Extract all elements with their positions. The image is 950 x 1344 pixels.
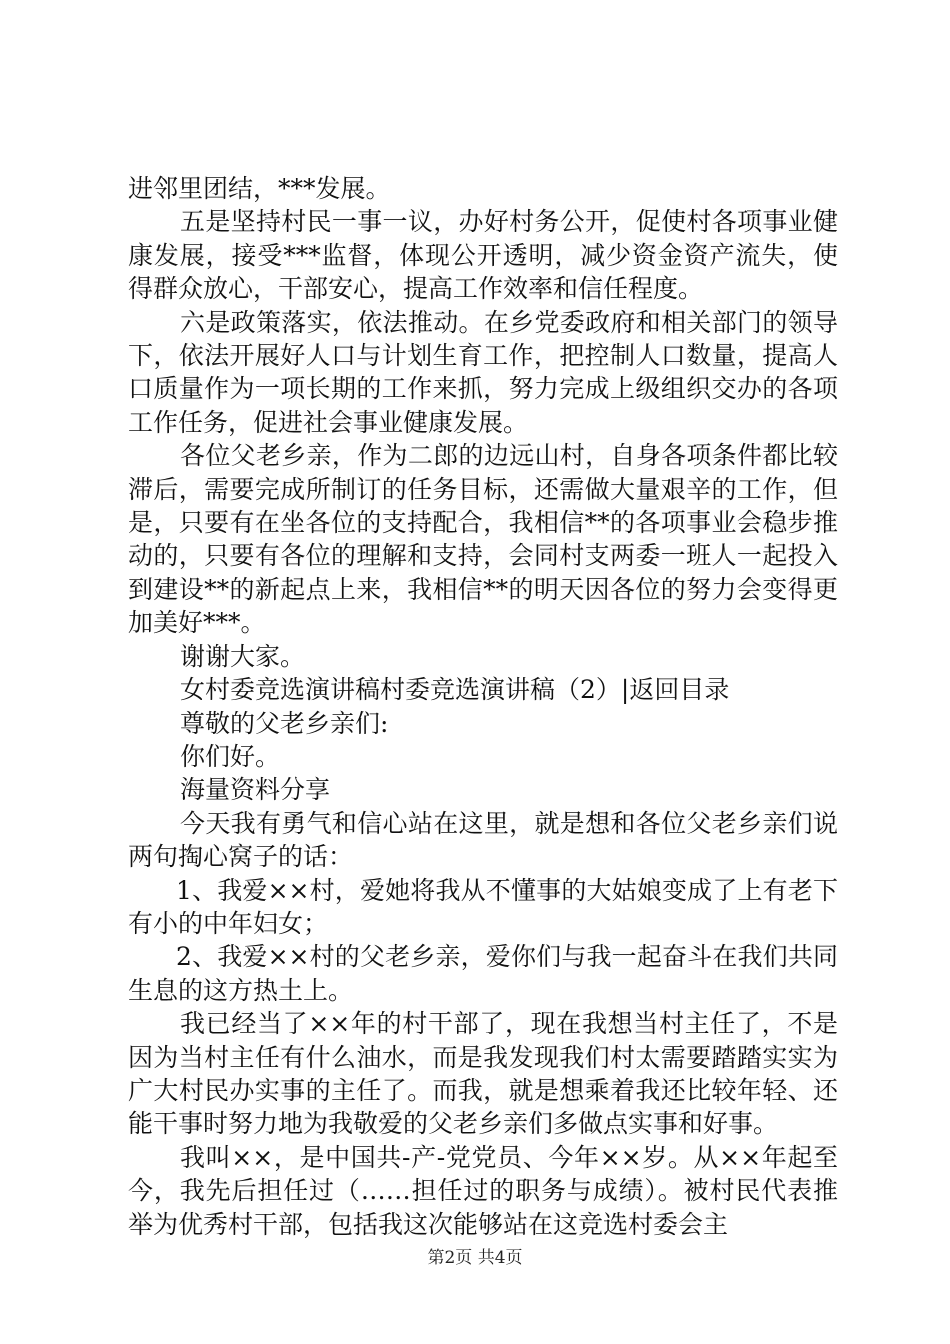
paragraph-10: 今天我有勇气和信心站在这里，就是想和各位父老乡亲们说两句掏心窝子的话： — [128, 808, 838, 872]
section-heading: 女村委竞选演讲稿村委竞选演讲稿（2）|返回目录 — [180, 675, 730, 705]
paragraph-3: 六是政策落实，依法推动。在乡党委政府和相关部门的领导下，依法开展好人口与计划生育工作，把控制人口数量，提高人口质量作为一项长期的工作来抓，努力完成上级组织交办的各项工作任务，促进社会事业健康发展。 — [128, 307, 838, 437]
share-note: 海量资料分享 — [180, 775, 331, 805]
paragraph-14: 我叫××，是中国共-产-党党员、今年××岁。从××年起至今，我先后担任过（……担任过的职务与成绩）。被村民代表推举为优秀村干部，包括我这次能够站在这竞选村委会主 — [128, 1142, 838, 1239]
document-body — [128, 172, 838, 1241]
paragraph-2: 五是坚持村民一事一议，办好村务公开，促使村各项事业健康发展，接受***监督，体现公开透明，减少资金资产流失，使得群众放心，干部安心，提高工作效率和信任程度。 — [128, 207, 838, 304]
page-footer: 第2页 共4页 — [427, 1248, 523, 1268]
paragraph-1: 进邻里团结，***发展。 — [128, 174, 391, 203]
list-item-2: 2、我爱××村的父老乡亲，爱你们与我一起奋斗在我们共同生息的这方热土上。 — [128, 942, 838, 1005]
salutation: 尊敬的父老乡亲们: — [180, 708, 389, 738]
paragraph-4: 各位父老乡亲，作为二郎的边远山村，自身各项条件都比较滞后，需要完成所制订的任务目标，还需做大量艰辛的工作，但是，只要有在坐各位的支持配合，我相信**的各项事业会稳步推动的，只要有各位的理解和支持，会同村支两委一班人一起投入到建设**的新起点上来，我相信**的明天因各位的努力会变得更加美好***。 — [128, 441, 838, 638]
paragraph-5: 谢谢大家。 — [180, 641, 306, 671]
paragraph-13: 我已经当了××年的村干部了，现在我想当村主任了，不是因为当村主任有什么油水，而是我发现我们村太需要踏踏实实为广大村民办实事的主任了。而我，就是想乘着我还比较年轻、还能干事时努力地为我敬爱的父老乡亲们多做点实事和好事。 — [128, 1009, 838, 1139]
list-item-1: 1、我爱××村，爱她将我从不懂事的大姑娘变成了上有老下有小的中年妇女； — [128, 875, 838, 938]
greeting: 你们好。 — [180, 741, 281, 771]
